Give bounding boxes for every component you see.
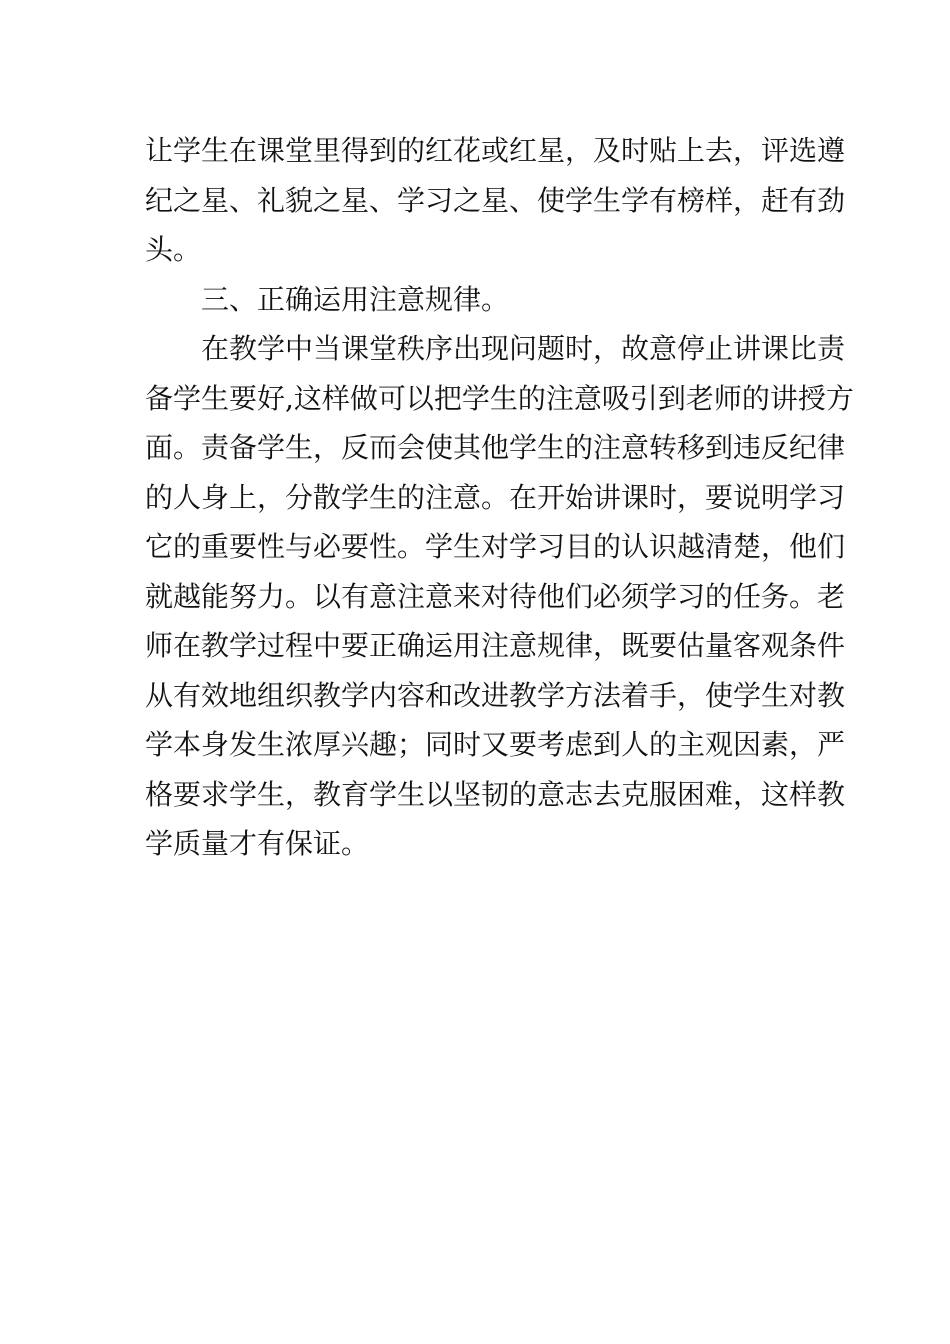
text-line: 让学生在课堂里得到的红花或红星，及时贴上去，评选遵: [145, 134, 846, 167]
text-line: 学本身发生浓厚兴趣；同时又要考虑到人的主观因素，严: [145, 728, 846, 761]
section-heading: 三、正确运用注意规律。: [201, 282, 510, 316]
text-line: 纪之星、礼貌之星、学习之星、使学生学有榜样，赶有劲: [145, 183, 846, 217]
text-line: 备学生要好,这样做可以把学生的注意吸引到老师的讲授方: [145, 381, 854, 415]
text-line: 学质量才有保证。: [145, 827, 370, 860]
text-line: 头。: [145, 233, 202, 266]
text-line: 从有效地组织教学内容和改进教学方法着手，使学生对教: [145, 678, 846, 712]
text-line: 就越能努力。以有意注意来对待他们必须学习的任务。老: [145, 579, 846, 613]
text-line: 它的重要性与必要性。学生对学习目的认识越清楚，他们: [145, 530, 846, 563]
document-body: [145, 126, 854, 869]
text-line: 的人身上，分散学生的注意。在开始讲课时，要说明学习: [145, 480, 846, 514]
text-line: 面。责备学生，反而会使其他学生的注意转移到违反纪律: [145, 431, 846, 464]
text-line: 格要求学生，教育学生以坚韧的意志去克服困难，这样教: [145, 777, 846, 811]
text-line: 在教学中当课堂秩序出现问题时，故意停止讲课比责: [201, 332, 846, 365]
text-line: 师在教学过程中要正确运用注意规律，既要估量客观条件: [145, 629, 846, 662]
